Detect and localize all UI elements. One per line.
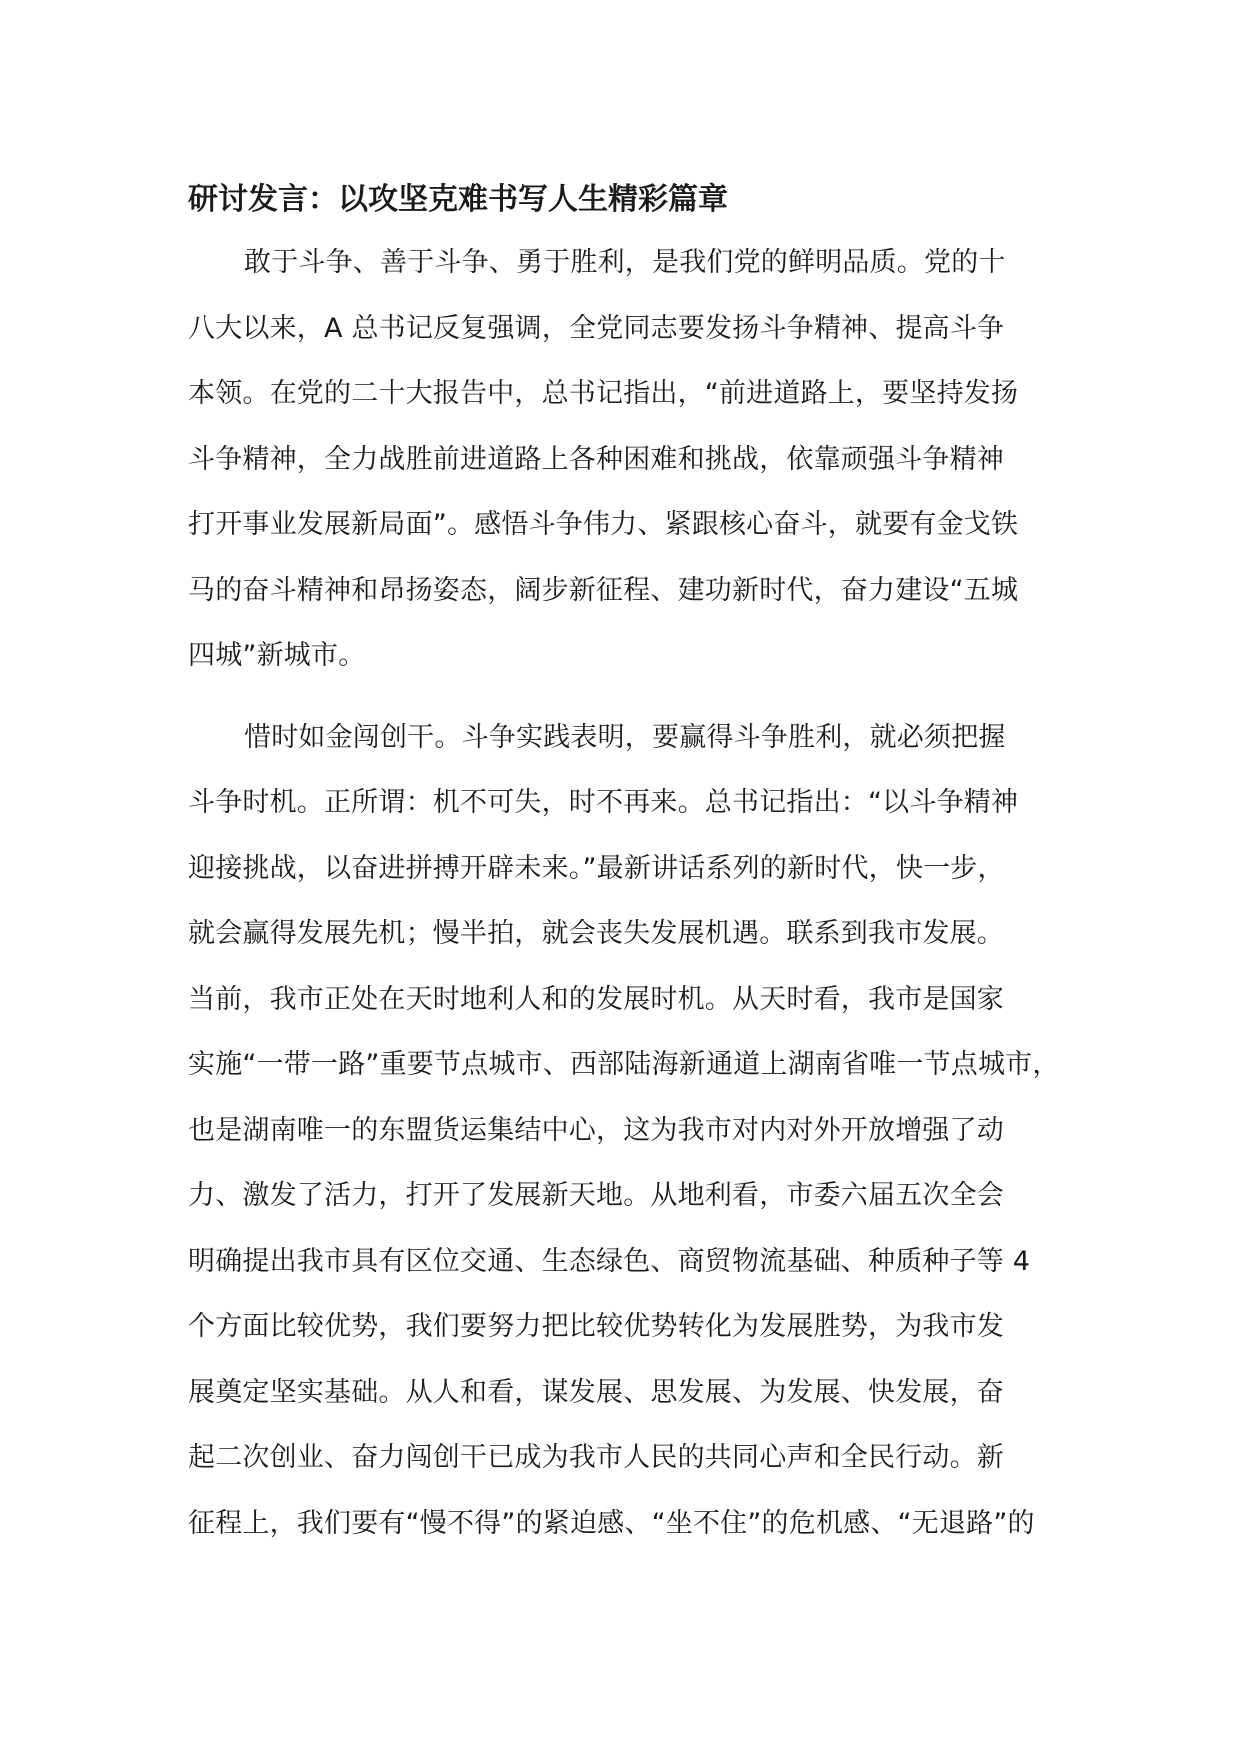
paragraph-line: 四城”新城市。 <box>188 640 366 671</box>
paragraph-2 <box>188 705 1078 1557</box>
paragraph-line: 起二次创业、奋力闯创干已成为我市人民的共同心声和全民行动。新 <box>188 1442 1004 1473</box>
document-content <box>188 178 1078 1556</box>
paragraph-line: 斗争精神，全力战胜前进道路上各种困难和挑战，依靠顽强斗争精神 <box>188 443 1004 475</box>
paragraph-line: 征程上，我们要有“慢不得”的紧迫感、“坐不住”的危机感、“无退路”的 <box>188 1507 1035 1539</box>
paragraph-line: 迎接挑战，以奋进拼搏开辟未来。”最新讲话系列的新时代，快一步， <box>188 852 1005 884</box>
document-title: 研讨发言：以攻坚克难书写人生精彩篇章 <box>188 182 728 217</box>
paragraph-line: 当前，我市正处在天时地利人和的发展时机。从天时看，我市是国家 <box>188 983 1004 1015</box>
paragraph-line: 斗争时机。正所谓：机不可失，时不再来。总书记指出：“以斗争精神 <box>188 787 1019 818</box>
paragraph-1 <box>188 230 1078 689</box>
paragraph-line: 实施“一带一路”重要节点城市、西部陆海新通道上湖南省唯一节点城市， <box>188 1049 1060 1080</box>
paragraph-line: 八大以来，A 总书记反复强调，全党同志要发扬斗争精神、提高斗争 <box>188 312 1005 344</box>
paragraph-line: 马的奋斗精神和昂扬姿态，阔步新征程、建功新时代，奋力建设“五城 <box>188 574 1019 606</box>
paragraph-line: 明确提出我市具有区位交通、生态绿色、商贸物流基础、种质种子等 4 <box>188 1245 1031 1277</box>
paragraph-line: 就会赢得发展先机；慢半拍，就会丧失发展机遇。联系到我市发展。 <box>188 918 1004 949</box>
paragraph-line: 本领。在党的二十大报告中，总书记指出，“前进道路上，要坚持发扬 <box>188 378 1019 409</box>
paragraph-line: 惜时如金闯创干。斗争实践表明，要赢得斗争胜利，就必须把握 <box>244 721 1006 753</box>
paragraph-line: 展奠定坚实基础。从人和看，谋发展、思发展、为发展、快发展，奋 <box>188 1376 1004 1408</box>
paragraph-line: 也是湖南唯一的东盟货运集结中心，这为我市对内对外开放增强了动 <box>188 1114 1004 1146</box>
paragraph-line: 力、激发了活力，打开了发展新天地。从地利看，市委六届五次全会 <box>188 1180 1004 1211</box>
paragraph-line: 个方面比较优势，我们要努力把比较优势转化为发展胜势，为我市发 <box>188 1311 1004 1342</box>
paragraph-line: 敢于斗争、善于斗争、勇于胜利，是我们党的鲜明品质。党的十 <box>244 247 1006 278</box>
paragraph-line: 打开事业发展新局面”。感悟斗争伟力、紧跟核心奋斗，就要有金戈铁 <box>188 509 1019 540</box>
